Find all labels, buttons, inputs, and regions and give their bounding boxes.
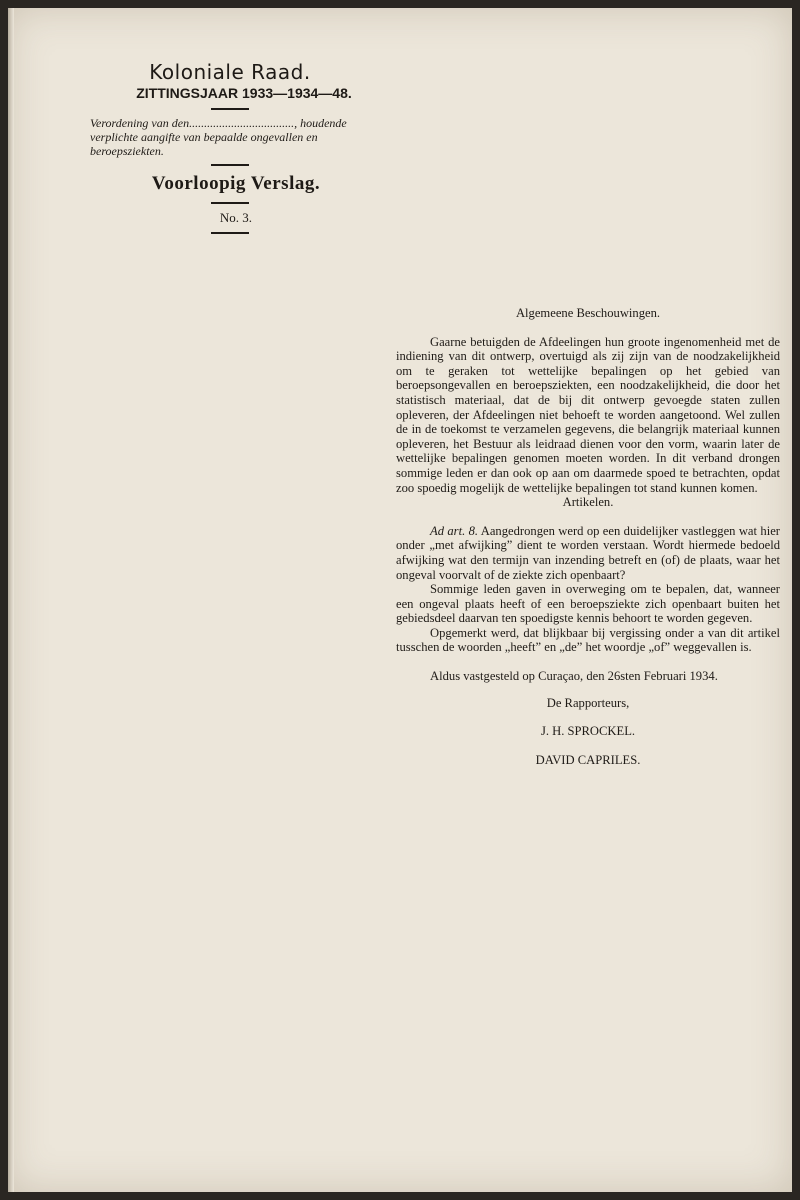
- session-line: ZITTINGSJAAR 1933—1934—48.: [136, 85, 352, 101]
- spacer: [396, 510, 780, 524]
- section-heading-articles: Artikelen.: [562, 495, 614, 510]
- ordinance-description: Verordening van den..................................., houdende verplichte aangifte van bepaalde ongevallen en beroepsziekten.: [90, 116, 347, 158]
- divider: [211, 232, 249, 234]
- council-title: Koloniale Raad.: [149, 60, 311, 84]
- paragraph-article-3: Opgemerkt werd, dat blijkbaar bij vergissing onder a van dit artikel tusschen de woorden „heeft” en „de” het woordje „of” weggevallen is.: [396, 625, 780, 655]
- closing-line: Aldus vastgesteld op Curaçao, den 26sten Februari 1934.: [430, 669, 718, 684]
- paragraph-general: Gaarne betuigden de Afdeelingen hun groote ingenomenheid met de indiening van dit ontwerp, overtuigd als zij zijn van de noodzakelijkheid om te geraken tot wettelijke bepalingen op het gebied van beroepsongevallen en beroepsziekten, een noodzakelijkheid, die door het statistisch materiaal, dat de bij dit ontwerp gevoegde staten zullen opleveren, der Afdeelingen niet behoeft te worden aangetoond. Wel zullen de in de toekomst te verzamelen gegevens, die belangrijk materiaal kunnen opleveren, het Bestuur als leidraad dienen voor den vorm, waarin later de wettelijke bepalingen genomen moeten worden. In dit verband drongen sommige leden er dan ook op aan om daarmede spoed te betrachten, opdat zoo spoedig mogelijk de wettelijke bepalingen tot stand kunnen komen.: [396, 334, 780, 495]
- signatory-name: J. H. SPROCKEL.: [540, 724, 636, 739]
- article-1-text: Aangedrongen werd op een duidelijker vastleggen wat hier onder „met afwijking” dient te worden verstaan. Wordt hiermede bedoeld afwijking wat den termijn van inzending betreft en (of) de plaats, waar het ongeval voorvalt of de ziekte zich openbaart?: [396, 523, 780, 582]
- divider: [211, 202, 249, 204]
- divider: [211, 164, 249, 166]
- report-number: No. 3.: [219, 210, 253, 225]
- spacer: [396, 655, 780, 669]
- paragraph-article-1: [396, 524, 780, 582]
- report-body: [396, 306, 780, 781]
- signature-block: [396, 696, 780, 768]
- article-reference: Ad art. 8.: [430, 523, 479, 538]
- page-spine-shadow: [8, 8, 14, 1192]
- signatory-name: DAVID CAPRILES.: [535, 752, 641, 767]
- report-title: Voorloopig Verslag.: [151, 173, 321, 194]
- divider: [211, 108, 249, 110]
- paragraph-article-2: Sommige leden gaven in overweging om te bepalen, dat, wanneer een ongeval plaats heeft of een beroepsziekte zich openbaart buiten het gebiedsdeel daarvan ten spoedigste kennis behoort te worden gegeven.: [396, 582, 780, 626]
- rapporteurs-label: De Rapporteurs,: [546, 695, 630, 710]
- document-header: [80, 60, 380, 240]
- section-heading-general: Algemeene Beschouwingen.: [515, 306, 661, 320]
